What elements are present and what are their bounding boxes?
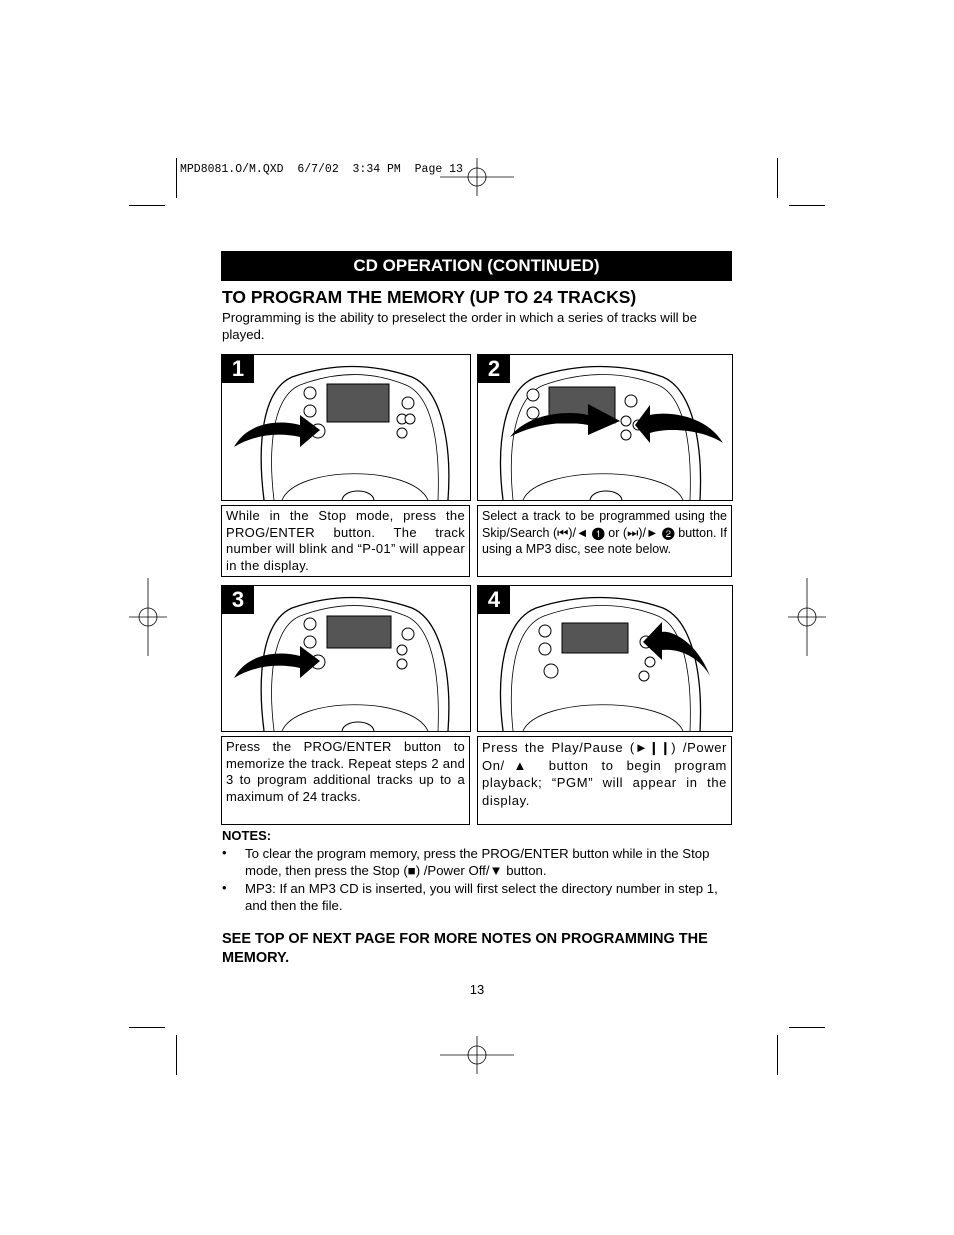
step-4-illustration	[477, 585, 733, 732]
step-4-caption: Press the Play/Pause (►❙❙) /Power On/▲ button to begin program playback; “PGM” will appear in the display.	[477, 736, 732, 825]
step-2-number: 2	[478, 355, 510, 383]
note-item: To clear the program memory, press the PROG/ENTER button while in the Stop mode, then press the Stop (■) /Power Off/▼ button.	[245, 846, 710, 878]
cd-player-illustration	[222, 355, 470, 500]
step-1-number: 1	[222, 355, 254, 383]
page-number: 13	[469, 982, 485, 997]
step-2-caption: Select a track to be programmed using the Skip/Search (⏮)/◄ ❶ or (⏭)/► ❷ button. If using a MP3 disc, see note below.	[477, 505, 732, 577]
step-2-illustration	[477, 354, 733, 501]
section-title: TO PROGRAM THE MEMORY (UP TO 24 TRACKS)	[222, 287, 637, 307]
step-3-illustration	[221, 585, 471, 732]
section-banner: CD OPERATION (CONTINUED)	[221, 251, 732, 281]
step-4-number: 4	[478, 586, 510, 614]
see-next-page-note: SEE TOP OF NEXT PAGE FOR MORE NOTES ON PROGRAMMING THE MEMORY.	[222, 931, 708, 966]
cd-player-illustration	[478, 586, 732, 731]
bullet-marker: •	[222, 880, 227, 895]
cd-player-illustration	[222, 586, 470, 731]
step-3-number: 3	[222, 586, 254, 614]
print-header: MPD8081.O/M.QXD 6/7/02 3:34 PM Page 13	[180, 163, 463, 176]
cd-player-illustration	[478, 355, 732, 500]
step-1-illustration	[221, 354, 471, 501]
intro-text: Programming is the ability to preselect the order in which a series of tracks will be played.	[222, 310, 697, 342]
note-item: MP3: If an MP3 CD is inserted, you will first select the directory number in step 1, and then the file.	[245, 881, 718, 913]
bullet-marker: •	[222, 845, 227, 860]
notes-heading: NOTES:	[222, 828, 272, 843]
step-1-caption: While in the Stop mode, press the PROG/ENTER button. The track number will blink and “P-01” will appear in the display.	[221, 505, 470, 577]
step-3-caption: Press the PROG/ENTER button to memorize the track. Repeat steps 2 and 3 to program additional tracks up to a maximum of 24 tracks.	[221, 736, 470, 825]
